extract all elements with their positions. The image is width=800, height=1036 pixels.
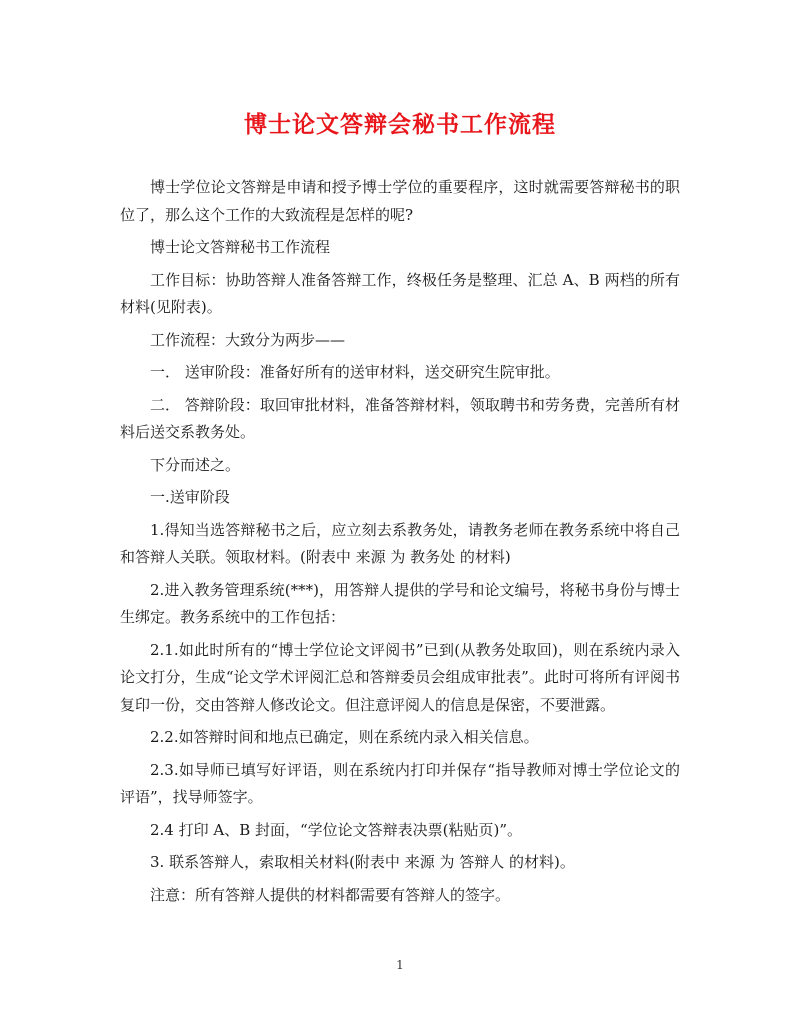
paragraph-step-one: 一． 送审阶段：准备好所有的送审材料，送交研究生院审批。 [150, 363, 560, 381]
paragraph-item-3: 3. 联系答辩人，索取相关材料(附表中 来源 为 答辩人 的材料)。 [150, 853, 575, 871]
paragraph-work-goal: 工作目标：协助答辩人准备答辩工作，终极任务是整理、汇总 A、B 两档的所有材料(见附表)。 [120, 270, 680, 316]
paragraph-step-two: 二． 答辩阶段：取回审批材料，准备答辩材料，领取聘书和劳务费，完善所有材料后送交系教务处。 [120, 395, 680, 441]
paragraph-details-intro: 下分而述之。 [150, 455, 241, 474]
paragraph-item-2-2: 2.2.如答辩时间和地点已确定，则在系统内录入相关信息。 [150, 728, 539, 746]
page-number: 1 [396, 958, 404, 972]
paragraph-workflow-summary: 工作流程：大致分为两步—— [150, 330, 346, 349]
paragraph-section-review: 一.送审阶段 [150, 488, 230, 506]
paragraph-item-2: 2.进入教务管理系统(***)，用答辩人提供的学号和论文编号，将秘书身份与博士生绑定。教务系统中的工作包括： [120, 580, 680, 626]
document-body [120, 174, 680, 914]
paragraph-heading-workflow: 博士论文答辩秘书工作流程 [150, 238, 331, 256]
paragraph-intro: 博士学位论文答辩是申请和授予博士学位的重要程序，这时就需要答辩秘书的职位了，那么这个工作的大致流程是怎样的呢? [120, 178, 680, 224]
paragraph-note: 注意：所有答辩人提供的材料都需要有答辩人的签字。 [150, 885, 511, 904]
paragraph-item-1: 1.得知当选答辩秘书之后，应立刻去系教务处，请教务老师在教务系统中将自己和答辩人关联。领取材料。(附表中 来源 为 教务处 的材料) [120, 520, 680, 566]
paragraph-item-2-3: 2.3.如导师已填写好评语，则在系统内打印并保存“指导教师对博士学位论文的评语”，找导师签字。 [120, 760, 680, 806]
paragraph-item-2-1: 2.1.如此时所有的“博士学位论文评阅书”已到(从教务处取回)，则在系统内录入论文打分，生成“论文学术评阅汇总和答辩委员会组成审批表”。此时可将所有评阅书复印一份，交由答辩人修改论文。但注意评阅人的信息是保密，不要泄露。 [120, 640, 680, 714]
document-title: 博士论文答辩会秘书工作流程 [244, 111, 556, 138]
paragraph-item-2-4: 2.4 打印 A、B 封面，“学位论文答辩表决票(粘贴页)”。 [150, 820, 523, 839]
